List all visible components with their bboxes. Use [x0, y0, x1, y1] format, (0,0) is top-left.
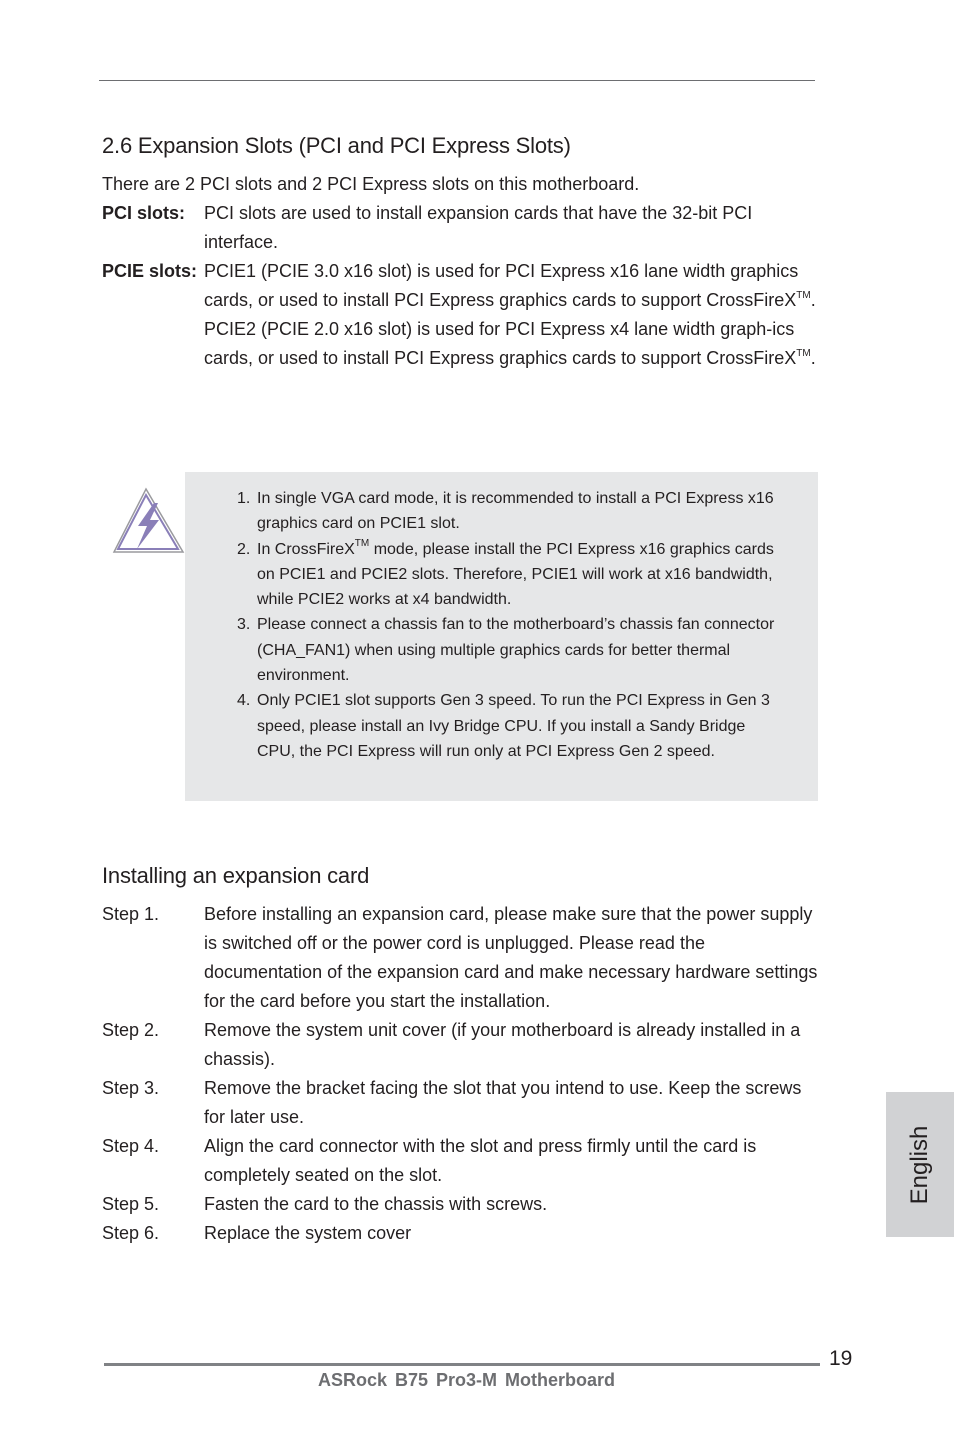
note-list [237, 486, 782, 764]
section-intro: There are 2 PCI slots and 2 PCI Express slots on this motherboard. [102, 174, 640, 194]
top-rule [99, 80, 815, 81]
footer-title: ASRock B75 Pro3-M Motherboard [318, 1370, 616, 1390]
definition-pcie [102, 257, 822, 373]
definition-pci [102, 199, 822, 257]
step-item: Step 2. Remove the system unit cover (if your motherboard is already installed in a chassis). [102, 1020, 801, 1069]
step-item: Step 3. Remove the bracket facing the slot that you intend to use. Keep the screws for later use. [102, 1078, 802, 1127]
note-item: 4. Only PCIE1 slot supports Gen 3 speed. To run the PCI Express in Gen 3 speed, please install an Ivy Bridge CPU. If you install a Sandy Bridge CPU, the PCI Express will run only at PCI Express Gen 2 speed. [237, 692, 770, 760]
definition-text: PCIE2 (PCIE 2.0 x16 slot) is used for PCI Express x4 lane width graph-ics cards, or used to install PCI Express graphics cards to support CrossFireX™. [204, 319, 816, 368]
definition-term: PCIE slots: [102, 261, 198, 281]
note-item: 2. In CrossFireX™ mode, please install the PCI Express x16 graphics cards on PCIE1 and PCIE2 slots. Therefore, PCIE1 will work at x16 bandwidth, while PCIE2 works at x4 bandwidth. [237, 538, 774, 609]
section-title: 2.6 Expansion Slots (PCI and PCI Express Slots) [102, 133, 571, 158]
slot-definitions [102, 199, 822, 373]
step-item: Step 5. Fasten the card to the chassis with screws. [102, 1194, 548, 1214]
install-title: Installing an expansion card [102, 863, 370, 888]
definition-text: PCI slots are used to install expansion cards that have the 32-bit PCI interface. [204, 203, 753, 252]
definition-text: PCIE1 (PCIE 3.0 x16 slot) is used for PCI Express x16 lane width graphics cards, or used to install PCI Express graphics cards to support CrossFireX™. [204, 261, 816, 310]
note-item: 1. In single VGA card mode, it is recommended to install a PCI Express x16 graphics card on PCIE1 slot. [237, 490, 774, 533]
note-item: 3. Please connect a chassis fan to the motherboard’s chassis fan connector (CHA_FAN1) when using multiple graphics cards for better thermal environment. [237, 616, 775, 685]
step-item: Step 6. Replace the system cover [102, 1223, 412, 1243]
install-steps [102, 900, 822, 1248]
step-item: Step 4. Align the card connector with the slot and press firmly until the card is completely seated on the slot. [102, 1136, 757, 1185]
definition-term: PCI slots: [102, 203, 186, 223]
language-label: English [906, 1125, 933, 1204]
language-tab [886, 1092, 954, 1237]
step-item: Step 1. Before installing an expansion card, please make sure that the power supply is switched off or the power cord is unplugged. Please read the documentation of the expansion card and make necessary hardware settings for the card before you start the installation. [102, 904, 818, 1011]
warning-lightning-icon [110, 486, 186, 558]
bottom-rule [104, 1363, 820, 1366]
page-number: 19 [829, 1347, 853, 1370]
